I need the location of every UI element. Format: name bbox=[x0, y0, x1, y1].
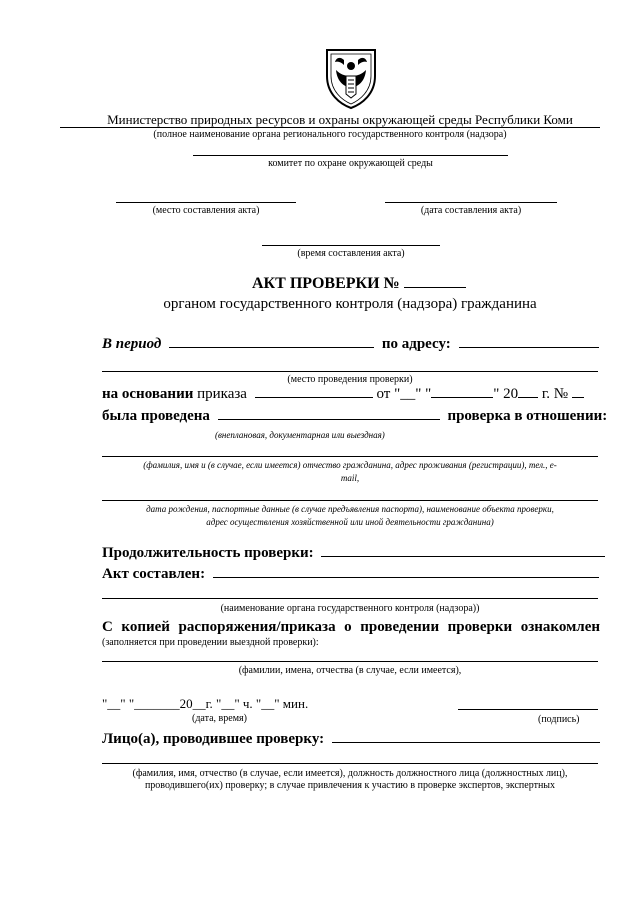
act-title-text: АКТ ПРОВЕРКИ № bbox=[252, 275, 400, 292]
period-label: В период bbox=[102, 336, 162, 352]
signature-line bbox=[458, 709, 598, 710]
organ-line bbox=[102, 598, 598, 599]
acquainted-line bbox=[102, 661, 598, 662]
organ-caption: (наименование органа государственного контроля (надзора)) bbox=[220, 603, 480, 614]
fio-caption-1: (фамилия, имя и (в случае, если имеется) отчество гражданина, адрес проживания (регистрации), тел., e- bbox=[143, 460, 557, 470]
time-line bbox=[262, 245, 440, 246]
period-row bbox=[102, 336, 599, 353]
inspector-caption-1: (фамилия, имя, отчество (в случае, если имеется), должность должностного лица (должностных лиц), bbox=[132, 768, 568, 779]
signature-caption: (подпись) bbox=[538, 714, 580, 725]
birth-caption-1: дата рождения, паспортные данные (в случае предъявления паспорта), наименование объекта проверки, bbox=[146, 504, 554, 514]
fio-plural-caption: (фамилии, имена, отчества (в случае, если имеется), bbox=[238, 665, 462, 676]
year-text: " 20 bbox=[493, 386, 519, 402]
act-title bbox=[252, 275, 466, 293]
basis-row bbox=[102, 386, 584, 403]
conducted-blank bbox=[218, 419, 440, 420]
year-blank bbox=[518, 397, 538, 398]
datetime-line: "__" "_______20__г. "__" ч. "__" мин. bbox=[102, 696, 309, 711]
copy-note: (заполняется при проведении выездной проверки): bbox=[102, 637, 319, 648]
birth-caption-2: адрес осуществления хозяйственной или иной деятельности гражданина) bbox=[206, 517, 494, 527]
duration-blank bbox=[321, 556, 605, 557]
inspector-label: Лицо(а), проводившее проверку: bbox=[102, 731, 325, 747]
place-check-line bbox=[102, 371, 598, 372]
month-blank bbox=[431, 397, 493, 398]
from-text: от "__" " bbox=[376, 386, 432, 402]
datetime-caption: (дата, время) bbox=[192, 713, 247, 724]
fio-line bbox=[102, 456, 598, 457]
committee-line bbox=[193, 155, 508, 156]
regarding-label: проверка в отношении: bbox=[447, 408, 608, 424]
inspector-line bbox=[102, 763, 598, 764]
duration-label: Продолжительность проверки: bbox=[102, 545, 314, 561]
conducted-label: была проведена bbox=[102, 408, 210, 424]
copy-label: С копией распоряжения/приказа о проведении проверки ознакомлен bbox=[102, 619, 600, 635]
act-number-blank bbox=[404, 287, 466, 288]
duration-row bbox=[102, 545, 605, 562]
fio-caption-2: mail, bbox=[340, 473, 360, 483]
drafted-label: Акт составлен: bbox=[102, 566, 206, 582]
ministry-name: Министерство природных ресурсов и охраны окружающей среды Республики Коми bbox=[107, 112, 573, 127]
date-line bbox=[385, 202, 557, 203]
place-caption: (место составления акта) bbox=[152, 205, 260, 216]
date-caption: (дата составления акта) bbox=[420, 205, 522, 216]
address-blank bbox=[459, 347, 599, 348]
ministry-caption: (полное наименование органа регионального государственного контроля (надзора) bbox=[153, 129, 507, 140]
coat-of-arms-emblem bbox=[322, 46, 380, 110]
basis-text: приказа bbox=[197, 386, 247, 402]
ministry-line bbox=[60, 127, 600, 128]
basis-label: на основании bbox=[102, 386, 194, 402]
drafted-row bbox=[102, 566, 599, 583]
type-caption: (внеплановая, документарная или выездная) bbox=[215, 430, 385, 440]
drafted-blank bbox=[213, 577, 599, 578]
inspector-caption-2: проводившего(их) проверку; в случае привлечения к участию в проверке экспертов, экспертных bbox=[144, 780, 556, 791]
committee-text: комитет по охране окружающей среды bbox=[268, 158, 433, 169]
period-blank bbox=[169, 347, 374, 348]
number-text: г. № bbox=[541, 386, 569, 402]
place-line bbox=[116, 202, 296, 203]
time-caption: (время составления акта) bbox=[297, 248, 405, 259]
order-blank bbox=[255, 397, 373, 398]
inspector-row bbox=[102, 731, 600, 748]
inspector-blank bbox=[332, 742, 600, 743]
place-check-caption: (место проведения проверки) bbox=[287, 374, 413, 385]
act-subtitle: органом государственного контроля (надзора) гражданина bbox=[163, 296, 537, 312]
conducted-row bbox=[102, 408, 607, 425]
address-label: по адресу: bbox=[381, 336, 451, 352]
number-blank bbox=[572, 397, 584, 398]
birth-line bbox=[102, 500, 598, 501]
